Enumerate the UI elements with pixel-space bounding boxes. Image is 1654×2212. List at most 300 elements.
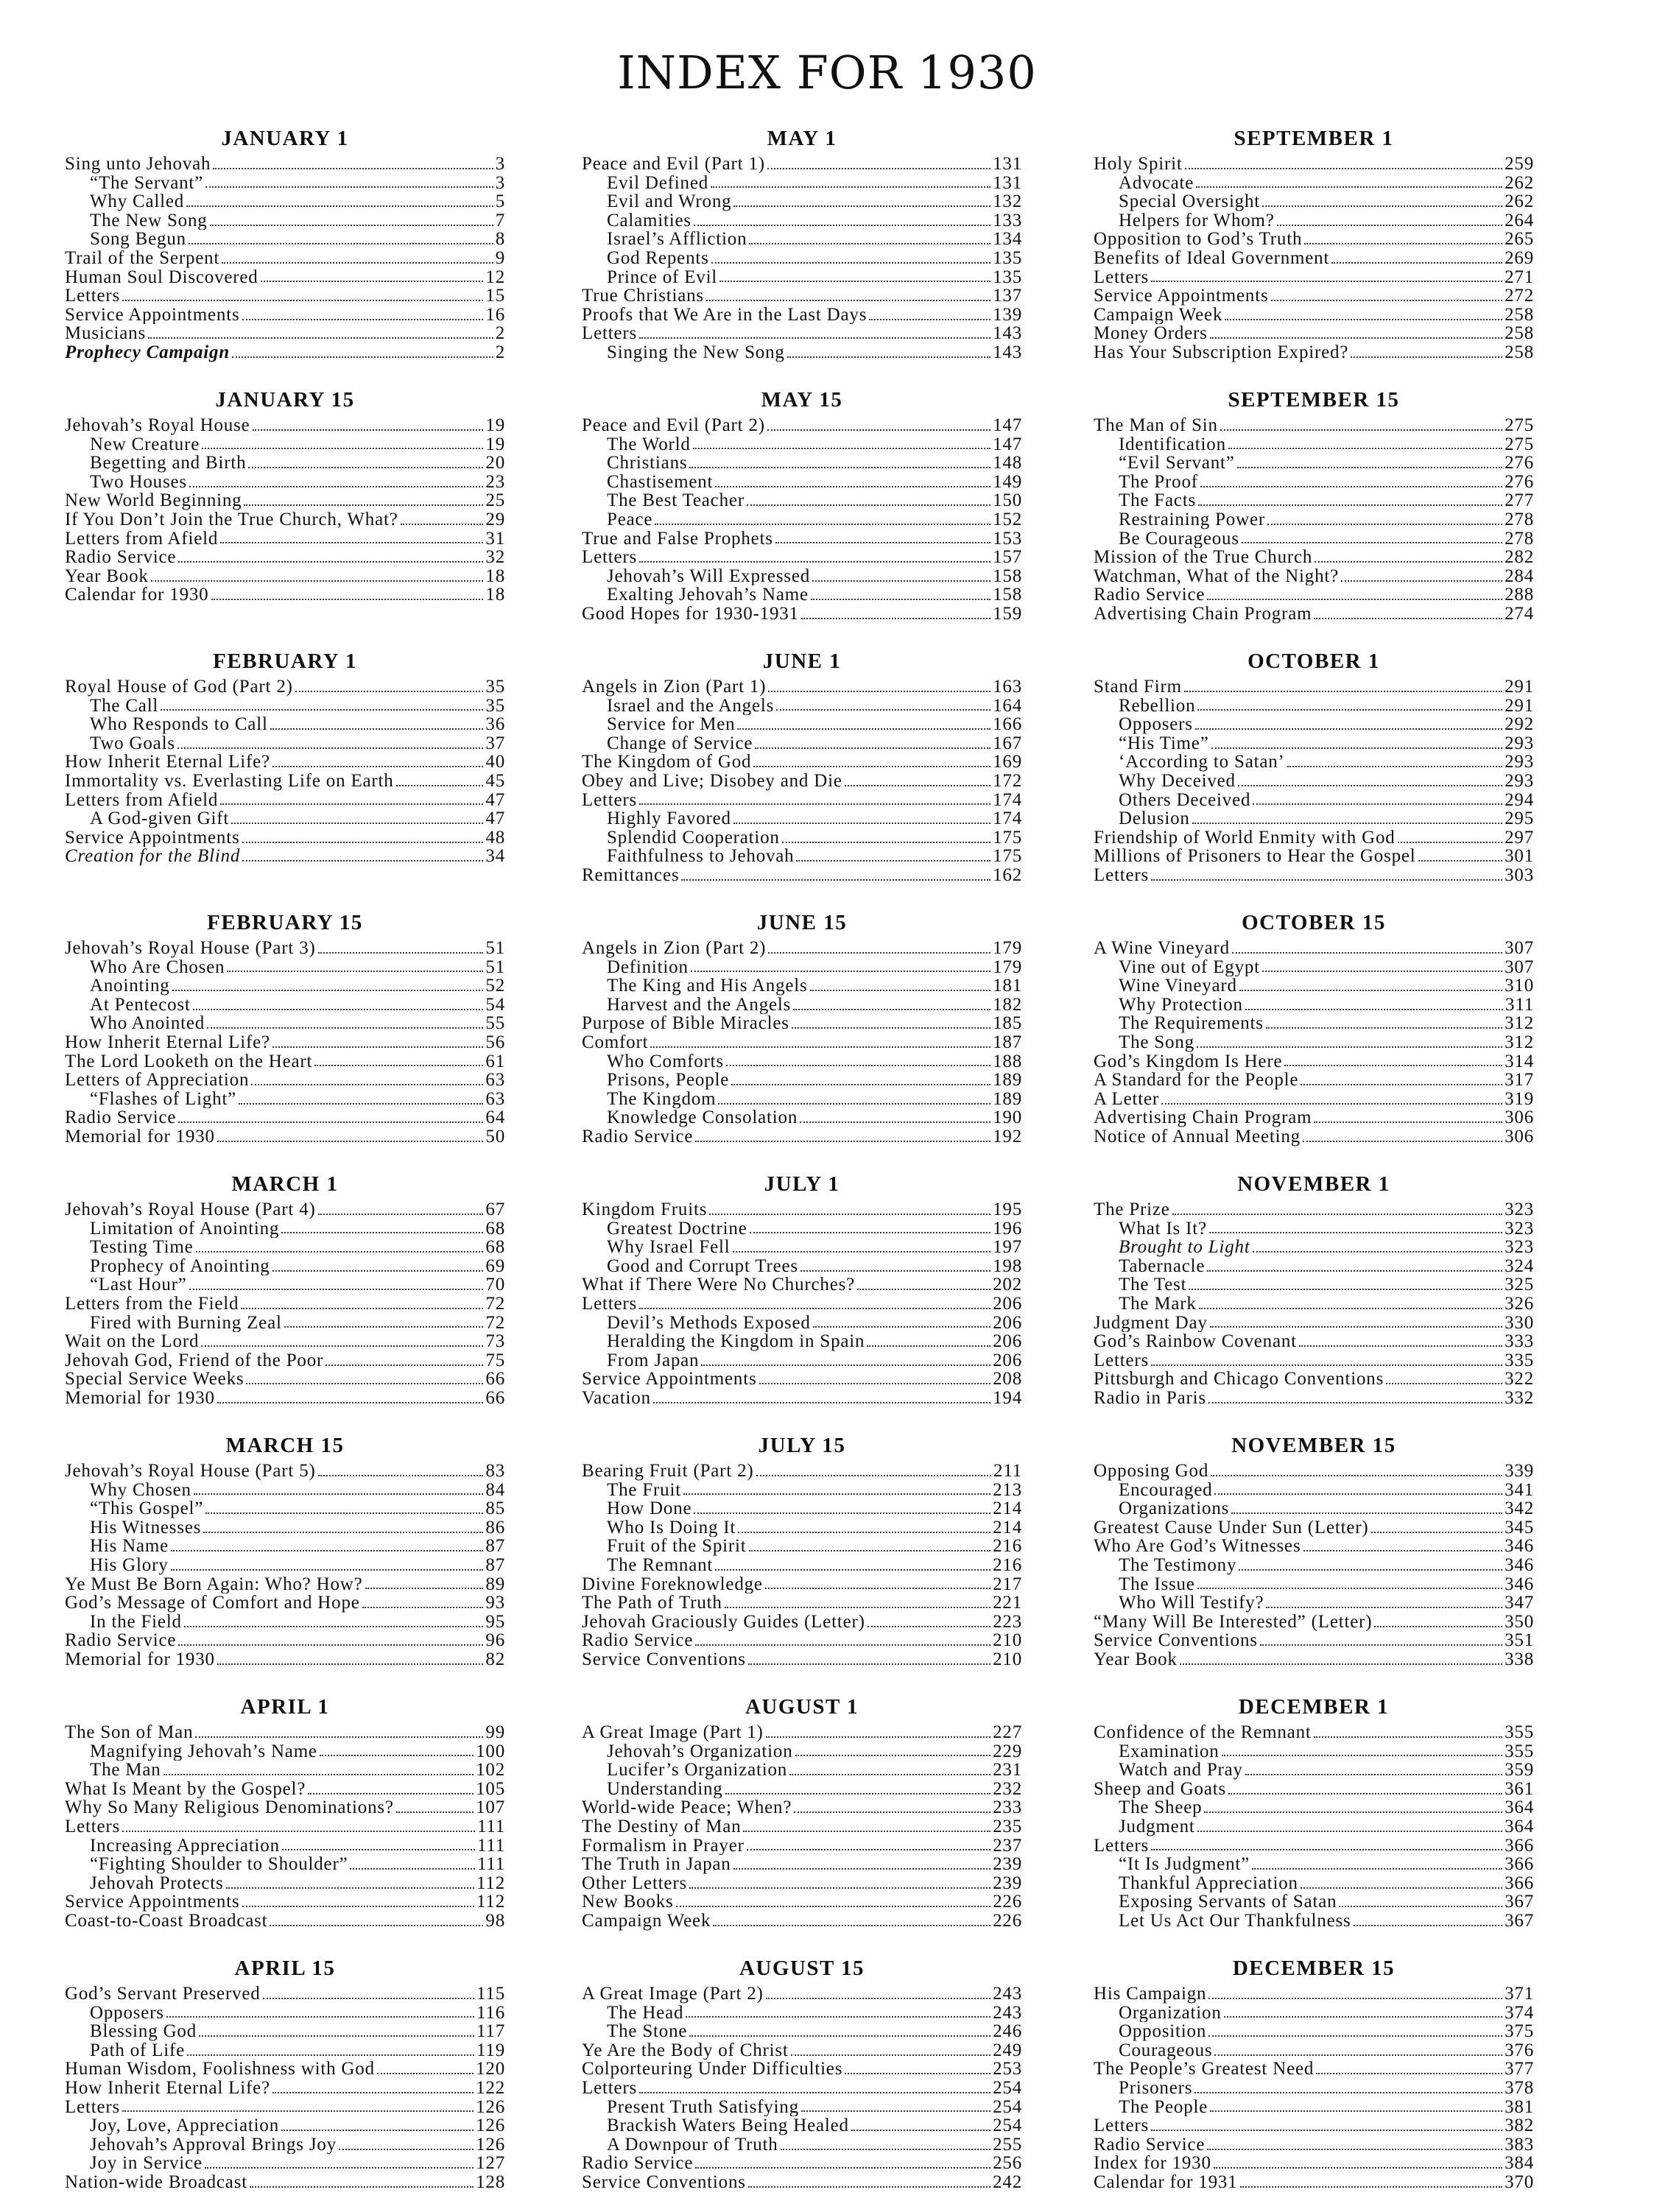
index-subentry (65, 1742, 505, 1761)
dot-leader (711, 262, 990, 264)
index-entry (1094, 1052, 1534, 1071)
dot-leader (1207, 2149, 1502, 2150)
page-number: 366 (1505, 1873, 1534, 1893)
entry-title: Organization (1119, 2003, 1222, 2023)
entry-title: Peace (607, 510, 653, 529)
page-number: 227 (993, 1723, 1022, 1742)
page-number: 196 (993, 1219, 1022, 1239)
index-subentry (1094, 1033, 1534, 1052)
entry-title: What Is Meant by the Gospel? (65, 1779, 306, 1799)
index-entry (65, 1817, 505, 1836)
page-number: 259 (1505, 155, 1534, 174)
dot-leader (775, 542, 990, 543)
dot-leader (272, 1046, 483, 1048)
dot-leader (148, 337, 493, 339)
index-subentry (1094, 1295, 1534, 1314)
entry-title: Jehovah’s Royal House (Part 4) (65, 1200, 316, 1219)
entry-title: Why Israel Fell (607, 1238, 731, 1257)
index-entry (65, 1984, 505, 2004)
issue-section (65, 1432, 505, 1669)
dot-leader (748, 1663, 990, 1665)
page-number: 311 (1505, 995, 1534, 1015)
entry-title: Exalting Jehovah’s Name (607, 585, 809, 605)
page-number: 119 (476, 2040, 505, 2060)
dot-leader (270, 728, 484, 730)
entry-title: Who Responds to Call (90, 715, 268, 734)
dot-leader (733, 823, 990, 824)
entry-title: Service Conventions (1094, 1631, 1258, 1650)
entry-title: The Call (90, 696, 159, 716)
entry-title: Holy Spirit (1094, 155, 1183, 174)
page-number: 189 (993, 1089, 1022, 1109)
dot-leader (766, 1736, 990, 1738)
page-number: 293 (1505, 753, 1534, 772)
dot-leader (1386, 1383, 1502, 1384)
entry-title: Brackish Waters Being Healed (607, 2116, 849, 2135)
page-number: 47 (485, 790, 505, 810)
entry-title: Definition (607, 957, 689, 977)
dot-leader (282, 1849, 475, 1850)
issue-heading: MAY 1 (767, 127, 837, 150)
dot-leader (1252, 1868, 1502, 1870)
entry-title: Song Begun (90, 230, 186, 249)
entry-title: Watch and Pray (1119, 1761, 1243, 1780)
page-number: 152 (993, 510, 1022, 529)
entry-title: The Kingdom (607, 1089, 717, 1109)
page-number: 107 (476, 1798, 505, 1817)
dot-leader (1341, 580, 1502, 582)
dot-leader (1161, 1103, 1502, 1105)
dot-leader (1196, 186, 1502, 188)
dot-leader (122, 2110, 474, 2112)
page-number: 335 (1505, 1350, 1534, 1370)
entry-title: Special Oversight (1119, 192, 1261, 211)
index-entry (1094, 286, 1534, 306)
dot-leader (1228, 448, 1502, 449)
page-number: 243 (993, 1984, 1022, 2004)
issue-section (65, 387, 505, 605)
page-number: 63 (485, 1071, 505, 1090)
page-number: 307 (1505, 957, 1534, 977)
page-number: 55 (485, 1014, 505, 1033)
dot-leader (1253, 803, 1502, 805)
index-subentry (582, 996, 1022, 1015)
dot-leader (801, 618, 990, 619)
index-subentry (1094, 192, 1534, 211)
index-subentry (582, 847, 1022, 866)
dot-leader (1239, 1569, 1502, 1571)
page-number: 66 (485, 1370, 505, 1389)
index-subentry (65, 1090, 505, 1109)
issue-heading: AUGUST 15 (739, 1956, 865, 1980)
dot-leader (768, 691, 990, 692)
page-number: 239 (993, 1873, 1022, 1893)
entry-title: Prophecy Campaign (65, 342, 230, 362)
page-number: 69 (485, 1256, 505, 1276)
index-entry (1094, 2154, 1534, 2173)
index-entry (1094, 343, 1534, 362)
index-subentry (65, 2004, 505, 2023)
issue-section (1094, 125, 1534, 362)
page-number: 19 (485, 416, 505, 435)
entry-title: Organizations (1119, 1499, 1230, 1518)
dot-leader (767, 168, 990, 169)
index-subentry (1094, 1817, 1534, 1836)
entry-title: Advertising Chain Program (1094, 1108, 1312, 1127)
dot-leader (655, 524, 990, 525)
page-number: 347 (1505, 1593, 1534, 1613)
entry-title: Sing unto Jehovah (65, 155, 211, 174)
dot-leader (718, 1103, 990, 1105)
issue-heading: FEBRUARY 1 (213, 649, 357, 673)
index-subentry (1094, 697, 1534, 716)
issue-section (65, 1955, 505, 2192)
index-entry (65, 1200, 505, 1219)
index-entry (1094, 324, 1534, 343)
entry-title: Why Deceived (1119, 771, 1236, 791)
dot-leader (241, 1308, 483, 1309)
page-number: 319 (1505, 1089, 1534, 1109)
dot-leader (800, 1270, 990, 1272)
index-entry (1094, 1613, 1534, 1632)
entry-title: Index for 1930 (1094, 2154, 1211, 2173)
index-entry (582, 2079, 1022, 2098)
page-number: 167 (993, 733, 1022, 753)
issue-heading: DECEMBER 15 (1232, 1956, 1396, 1980)
entry-title: World-wide Peace; When? (582, 1798, 792, 1817)
dot-leader (1245, 1009, 1503, 1010)
index-entry (65, 548, 505, 567)
dot-leader (726, 1065, 990, 1066)
entry-title: Chastisement (607, 472, 714, 492)
index-entry (1094, 1127, 1534, 1146)
entry-title: Divine Foreknowledge (582, 1574, 763, 1594)
page-number: 271 (1505, 267, 1534, 287)
dot-leader (1277, 225, 1502, 226)
entry-title: The Proof (1119, 472, 1198, 492)
index-entry (65, 249, 505, 268)
entry-title: The Remnant (607, 1555, 714, 1575)
page-number: 306 (1505, 1127, 1534, 1146)
entry-title: Jehovah Protects (90, 1873, 224, 1893)
page-number: 383 (1505, 2135, 1534, 2155)
index-entry (65, 306, 505, 325)
entry-title: Radio Service (1094, 2135, 1206, 2155)
entry-title: Why Called (90, 192, 185, 211)
index-subentry (582, 809, 1022, 828)
dot-leader (318, 1214, 484, 1215)
issue-heading: MARCH 1 (231, 1172, 339, 1196)
index-entry (65, 1462, 505, 1481)
index-subentry (65, 1257, 505, 1276)
page-number: 269 (1505, 248, 1534, 268)
page-number: 7 (495, 211, 505, 230)
dot-leader (689, 2035, 990, 2037)
entry-title: New Creature (90, 434, 200, 454)
dot-leader (851, 2130, 990, 2131)
index-subentry (1094, 211, 1534, 230)
index-subentry (1094, 753, 1534, 772)
index-entry (65, 791, 505, 810)
entry-title: The World (607, 434, 691, 454)
dot-leader (1253, 1251, 1503, 1253)
entry-title: Christians (607, 454, 688, 473)
page-number: 93 (485, 1593, 505, 1613)
dot-leader (1207, 1270, 1502, 1272)
page-number: 122 (476, 2078, 505, 2098)
dot-leader (706, 300, 990, 301)
entry-title: The Requirements (1119, 1014, 1264, 1033)
index-entry (65, 1071, 505, 1090)
index-subentry (1094, 791, 1534, 810)
index-subentry (1094, 2022, 1534, 2041)
dot-leader (639, 337, 990, 339)
index-entry (65, 753, 505, 772)
entry-title: Greatest Cause Under Sun (Letter) (1094, 1518, 1369, 1538)
page-number: 135 (993, 248, 1022, 268)
entry-title: Service Conventions (582, 2172, 746, 2192)
index-entry (582, 1631, 1022, 1650)
entry-title: The People (1119, 2097, 1208, 2117)
index-entry (582, 753, 1022, 772)
index-subentry (582, 1761, 1022, 1780)
index-subentry (1094, 1892, 1534, 1912)
entry-title: Who Anointed (90, 1014, 205, 1033)
entry-title: Immortality vs. Everlasting Life on Earth (65, 771, 394, 791)
page-number: 275 (1505, 434, 1534, 454)
page-number: 306 (1505, 1108, 1534, 1127)
index-subentry (65, 809, 505, 828)
index-subentry (582, 192, 1022, 211)
page-number: 147 (993, 416, 1022, 435)
index-subentry (582, 2004, 1022, 2023)
page-number: 3 (495, 155, 505, 174)
entry-title: Letters (582, 548, 638, 567)
page-number: 36 (485, 715, 505, 734)
page-number: 342 (1505, 1499, 1534, 1518)
entry-title: Jehovah’s Royal House (Part 3) (65, 939, 316, 958)
index-entry (1094, 1723, 1534, 1742)
entry-title: Faithfulness to Jehovah (607, 847, 795, 866)
entry-title: Radio Service (582, 1127, 694, 1146)
dot-leader (281, 2130, 474, 2131)
index-subentry (582, 1742, 1022, 1761)
index-entry (65, 2060, 505, 2079)
index-subentry (1094, 473, 1534, 492)
dot-leader (1314, 618, 1502, 619)
entry-title: Why Chosen (90, 1480, 191, 1500)
entry-title: Heralding the Kingdom in Spain (607, 1332, 865, 1351)
dot-leader (396, 1811, 474, 1813)
issue-heading: JUNE 1 (762, 649, 842, 673)
dot-leader (693, 448, 990, 449)
entry-title: If You Don’t Join the True Church, What? (65, 510, 398, 529)
index-entry (1094, 828, 1534, 848)
page-number: 128 (476, 2172, 505, 2192)
index-entry (65, 1780, 505, 1799)
index-subentry (1094, 1014, 1534, 1033)
index-subentry (65, 715, 505, 734)
entry-title: “Flashes of Light” (90, 1089, 237, 1109)
entry-title: Money Orders (1094, 324, 1208, 343)
page-number: 95 (485, 1612, 505, 1632)
entry-title: Delusion (1119, 809, 1190, 828)
page-number: 188 (993, 1052, 1022, 1071)
entry-title: Human Soul Discovered (65, 267, 258, 287)
index-entry (1094, 1518, 1534, 1538)
index-subentry (65, 174, 505, 193)
dot-leader (1185, 168, 1502, 169)
entry-title: A God-given Gift (90, 809, 230, 828)
page-number: 181 (993, 976, 1022, 996)
index-subentry (65, 1613, 505, 1632)
page-number: 226 (993, 1911, 1022, 1931)
entry-title: Encouraged (1119, 1480, 1213, 1500)
entry-title: Who Will Testify? (1119, 1593, 1264, 1613)
page-number: 231 (993, 1761, 1022, 1780)
index-entry (1094, 1389, 1534, 1408)
index-entry (1094, 230, 1534, 249)
page-number: 179 (993, 957, 1022, 977)
entry-title: The Mark (1119, 1294, 1197, 1314)
dot-leader (1315, 561, 1502, 563)
entry-title: Brought to Light (1119, 1238, 1250, 1257)
issue-heading: OCTOBER 15 (1242, 911, 1386, 934)
entry-title: Campaign Week (1094, 305, 1223, 325)
page-number: 366 (1505, 1855, 1534, 1874)
page-number: 174 (993, 790, 1022, 810)
page-number: 64 (485, 1108, 505, 1127)
entry-title: Tabernacle (1119, 1256, 1206, 1276)
dot-leader (1242, 542, 1502, 543)
index-entry (582, 1892, 1022, 1912)
index-entry (582, 1874, 1022, 1893)
page-number: 216 (993, 1555, 1022, 1575)
entry-title: Musicians (65, 324, 146, 343)
entry-title: Begetting and Birth (90, 454, 247, 473)
dot-leader (1287, 766, 1502, 767)
index-entry (1094, 155, 1534, 174)
dot-leader (1354, 1925, 1503, 1926)
dot-leader (211, 599, 484, 600)
index-subentry (1094, 1556, 1534, 1575)
page-number: 5 (495, 192, 505, 211)
entry-title: Blessing God (90, 2022, 197, 2041)
dot-leader (350, 1868, 474, 1870)
dot-leader (1210, 2110, 1502, 2112)
index-entry (582, 286, 1022, 306)
dot-leader (184, 1626, 484, 1627)
page-number: 317 (1505, 1071, 1534, 1090)
dot-leader (683, 1493, 990, 1495)
issue-section (65, 909, 505, 1146)
dot-leader (242, 319, 484, 320)
index-entry (65, 1127, 505, 1146)
index-entry (582, 1836, 1022, 1856)
index-subentry (65, 1275, 505, 1295)
entry-title: Sheep and Goats (1094, 1779, 1227, 1799)
issue-section (65, 1694, 505, 1931)
page-number: 20 (485, 454, 505, 473)
dot-leader (1180, 1663, 1502, 1665)
dot-leader (217, 1141, 484, 1142)
index-entry (582, 677, 1022, 697)
entry-title: True and False Prophets (582, 529, 773, 549)
page-number: 111 (476, 1817, 505, 1836)
entry-title: Courageous (1119, 2040, 1213, 2060)
page-number: 147 (993, 434, 1022, 454)
page-number: 2 (495, 342, 505, 362)
entry-title: Magnifying Jehovah’s Name (90, 1741, 317, 1761)
index-subentry (582, 435, 1022, 454)
index-entry (582, 791, 1022, 810)
issue-section (1094, 1694, 1534, 1931)
index-entry (582, 939, 1022, 958)
dot-leader (791, 2054, 990, 2056)
entry-title: Letters (1094, 1350, 1150, 1370)
index-subentry (1094, 715, 1534, 734)
entry-title: Letters from Afield (65, 529, 219, 549)
index-entry (65, 1892, 505, 1912)
index-entry (65, 1650, 505, 1669)
page-number: 68 (485, 1219, 505, 1239)
dot-leader (1237, 467, 1502, 468)
dot-leader (749, 1550, 991, 1551)
dot-leader (217, 1663, 484, 1665)
dot-leader (1228, 1793, 1502, 1794)
entry-title: Letters (65, 2097, 121, 2117)
index-subentry (65, 1761, 505, 1780)
entry-title: Benefits of Ideal Government (1094, 248, 1330, 268)
page-number: 214 (993, 1518, 1022, 1538)
index-subentry (582, 510, 1022, 529)
page-number: 72 (485, 1294, 505, 1314)
dot-leader (318, 1475, 484, 1476)
issue-section (582, 387, 1022, 624)
dot-leader (1208, 1998, 1502, 1999)
index-subentry (582, 585, 1022, 605)
entry-title: Fired with Burning Zeal (90, 1313, 282, 1333)
page-number: 364 (1505, 1798, 1534, 1817)
page-number: 272 (1505, 286, 1534, 306)
page-number: 45 (485, 771, 505, 791)
page-number: 202 (993, 1275, 1022, 1295)
page-number: 115 (476, 1984, 505, 2004)
entry-title: Examination (1119, 1741, 1220, 1761)
dot-leader (1267, 524, 1502, 525)
issue-heading: JANUARY 15 (215, 388, 355, 412)
issue-heading: MARCH 15 (225, 1434, 345, 1457)
page-number: 262 (1505, 173, 1534, 193)
page-number: 111 (476, 1855, 505, 1874)
entry-title: Letters (582, 324, 638, 343)
page-number: 258 (1505, 324, 1534, 343)
entry-title: The Kingdom of God (582, 753, 752, 772)
entry-title: Radio Service (582, 1631, 694, 1650)
index-subentry (65, 1836, 505, 1856)
entry-title: Confidence of the Remnant (1094, 1723, 1312, 1742)
page-number: 34 (485, 847, 505, 866)
index-entry (1094, 548, 1534, 567)
dot-leader (689, 467, 990, 468)
dot-leader (220, 803, 483, 805)
dot-leader (239, 1103, 483, 1105)
page-number: 137 (993, 286, 1022, 306)
dot-leader (793, 1009, 990, 1010)
dot-leader (709, 1214, 990, 1215)
page-number: 98 (485, 1911, 505, 1931)
issue-heading: NOVEMBER 1 (1237, 1172, 1390, 1196)
